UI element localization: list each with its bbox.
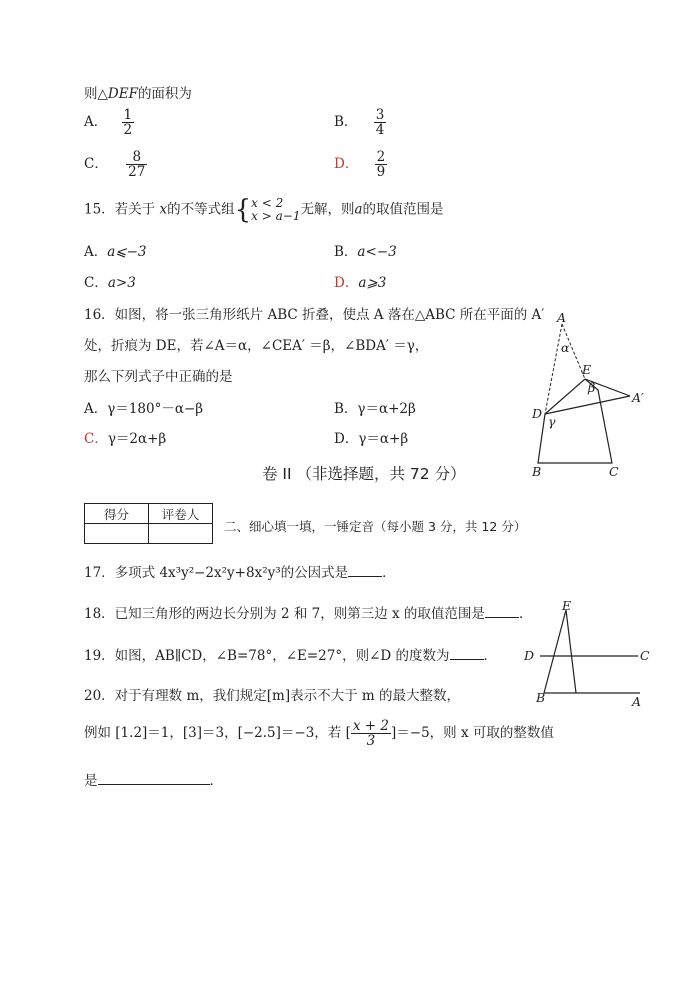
q16-option-d [334, 427, 408, 447]
numerator: 1 [123, 107, 133, 123]
label-d: D [532, 406, 543, 421]
option-label: B． [334, 114, 358, 131]
segment-da-prime [545, 396, 630, 414]
denominator: 4 [375, 122, 385, 139]
label-a: A [557, 310, 567, 325]
option-text: a⩽−3 [107, 244, 147, 260]
score-table [84, 503, 213, 544]
period: ． [483, 648, 498, 664]
q14-option-a [84, 108, 134, 137]
stem-suffix: 的面积为 [137, 86, 192, 102]
grader-cell [149, 524, 213, 544]
denominator: 2 [123, 122, 133, 139]
fraction [126, 150, 147, 179]
answer-blank [348, 576, 382, 577]
q17 [84, 561, 396, 581]
question-text: 19．如图，AB∥CD，∠B=78°，∠E=27°，则∠D 的度数为 [84, 648, 450, 664]
numerator: 2 [376, 149, 386, 165]
option-label: C． [84, 431, 108, 447]
score-cell [85, 524, 149, 544]
section-heading: 二、细心填一填，一锤定音（每小题 3 分，共 12 分） [224, 519, 527, 534]
option-text: a>3 [107, 275, 136, 291]
option-label: A． [84, 244, 108, 260]
q15-option-d [334, 271, 386, 291]
option-label: D． [334, 156, 359, 173]
q14-stem-tail [84, 82, 192, 102]
question-text: 例如 [1.2]＝1，[3]＝3，[−2.5]＝−3，若 [ [84, 725, 351, 742]
option-label: A． [84, 401, 108, 417]
q19 [84, 644, 497, 664]
q16-line-3: 那么下列式子中正确的是 [84, 369, 233, 385]
label-b: B [536, 690, 546, 705]
stem-part: 的取值范围是 [362, 201, 444, 218]
question-text: 18．已知三角形的两边长分别为 2 和 7，则第三边 x 的取值范围是 [84, 606, 485, 622]
q16-line-2: 处，折痕为 DE，若∠A＝α，∠CEA′ ＝β，∠BDA′ ＝γ， [84, 338, 429, 354]
option-text: γ＝α+β [358, 431, 409, 447]
option-text: γ＝2α+β [107, 431, 167, 447]
answer-blank [450, 659, 484, 660]
q15-option-a [84, 240, 147, 260]
period: ． [382, 565, 396, 581]
grader-header: 评卷人 [149, 504, 213, 524]
q18 [84, 602, 532, 622]
option-label: B． [334, 244, 358, 260]
answer-blank [485, 617, 519, 618]
numerator: 8 [126, 150, 147, 165]
option-text: a<−3 [357, 244, 397, 260]
question-text: 17．多项式 4x³y²−2x²y+8x²y³的公因式是 [84, 565, 349, 581]
q14-option-b [334, 108, 386, 137]
option-label: A． [84, 114, 108, 131]
q15-option-c [84, 271, 136, 291]
dashed-ad [545, 324, 562, 414]
stem-prefix: 则△ [84, 86, 108, 102]
variable-a: a [354, 201, 363, 218]
option-label: C． [84, 156, 108, 173]
fraction [375, 150, 388, 179]
q20-line-3 [84, 769, 223, 789]
q15-option-b [334, 240, 397, 260]
option-label: B． [334, 401, 358, 417]
label-beta: β [588, 380, 596, 395]
q16-option-b [334, 397, 416, 417]
option-text: γ＝180°－α−β [107, 401, 204, 417]
label-e: E [562, 598, 572, 613]
label-gamma: γ [548, 414, 556, 429]
q19-parallel-lines-figure [520, 598, 690, 710]
q20-line-1: 20．对于有理数 m，我们规定[m]表示不大于 m 的最大整数， [84, 688, 460, 704]
fraction [122, 108, 135, 137]
label-b: B [532, 464, 542, 479]
question-text: 是 [84, 773, 98, 789]
score-header: 得分 [85, 504, 149, 524]
q16-option-c [84, 427, 166, 447]
label-e: E [582, 362, 592, 377]
period: ． [209, 773, 223, 789]
stem-part: 无解，则 [300, 201, 355, 218]
q16-line-1: 16．如图，将一张三角形纸片 ABC 折叠，使点 A 落在△ABC 所在平面的 A′ [84, 307, 545, 323]
numerator: 3 [375, 107, 385, 123]
stem-part: 的不等式组 [167, 201, 235, 218]
q16-triangle-fold-figure [520, 310, 680, 485]
denominator: 9 [376, 164, 386, 181]
label-alpha: α [561, 340, 570, 355]
denominator: 3 [366, 733, 376, 750]
option-text: γ＝α+2β [357, 401, 416, 417]
numerator: x + 2 [352, 718, 389, 734]
inequality-system [251, 197, 300, 222]
q14-option-c [84, 150, 147, 179]
label-a-prime: A′ [632, 390, 644, 405]
label-a: A [632, 694, 642, 709]
system-brace: { [234, 195, 252, 225]
option-text: a⩾3 [358, 275, 387, 291]
triangle-name: DEF [107, 86, 138, 102]
inequality-2: x > a−1 [251, 209, 301, 223]
label-c: C [609, 464, 619, 479]
question-text: ]＝−5，则 x 可取的整数值 [390, 725, 554, 742]
fraction [351, 719, 391, 748]
option-label: C． [84, 275, 108, 291]
option-label: D． [334, 431, 359, 447]
q16-option-a [84, 397, 203, 417]
q14-option-d [334, 150, 387, 179]
q15-stem [84, 197, 444, 223]
answer-blank [98, 784, 210, 785]
line-ed [566, 610, 576, 693]
stem-part: 15．若关于 [84, 201, 156, 218]
inequality-1: x < 2 [251, 196, 284, 211]
q20-line-2 [84, 719, 554, 748]
fraction [374, 108, 387, 137]
line-be [544, 610, 566, 693]
period: ． [518, 606, 533, 622]
section-title: 卷 II （非选择题，共 72 分） [262, 465, 466, 483]
denominator: 27 [128, 164, 146, 181]
label-d: D [524, 648, 535, 663]
label-c: C [640, 648, 650, 663]
variable-x: x [159, 201, 168, 218]
option-label: D． [334, 275, 359, 291]
